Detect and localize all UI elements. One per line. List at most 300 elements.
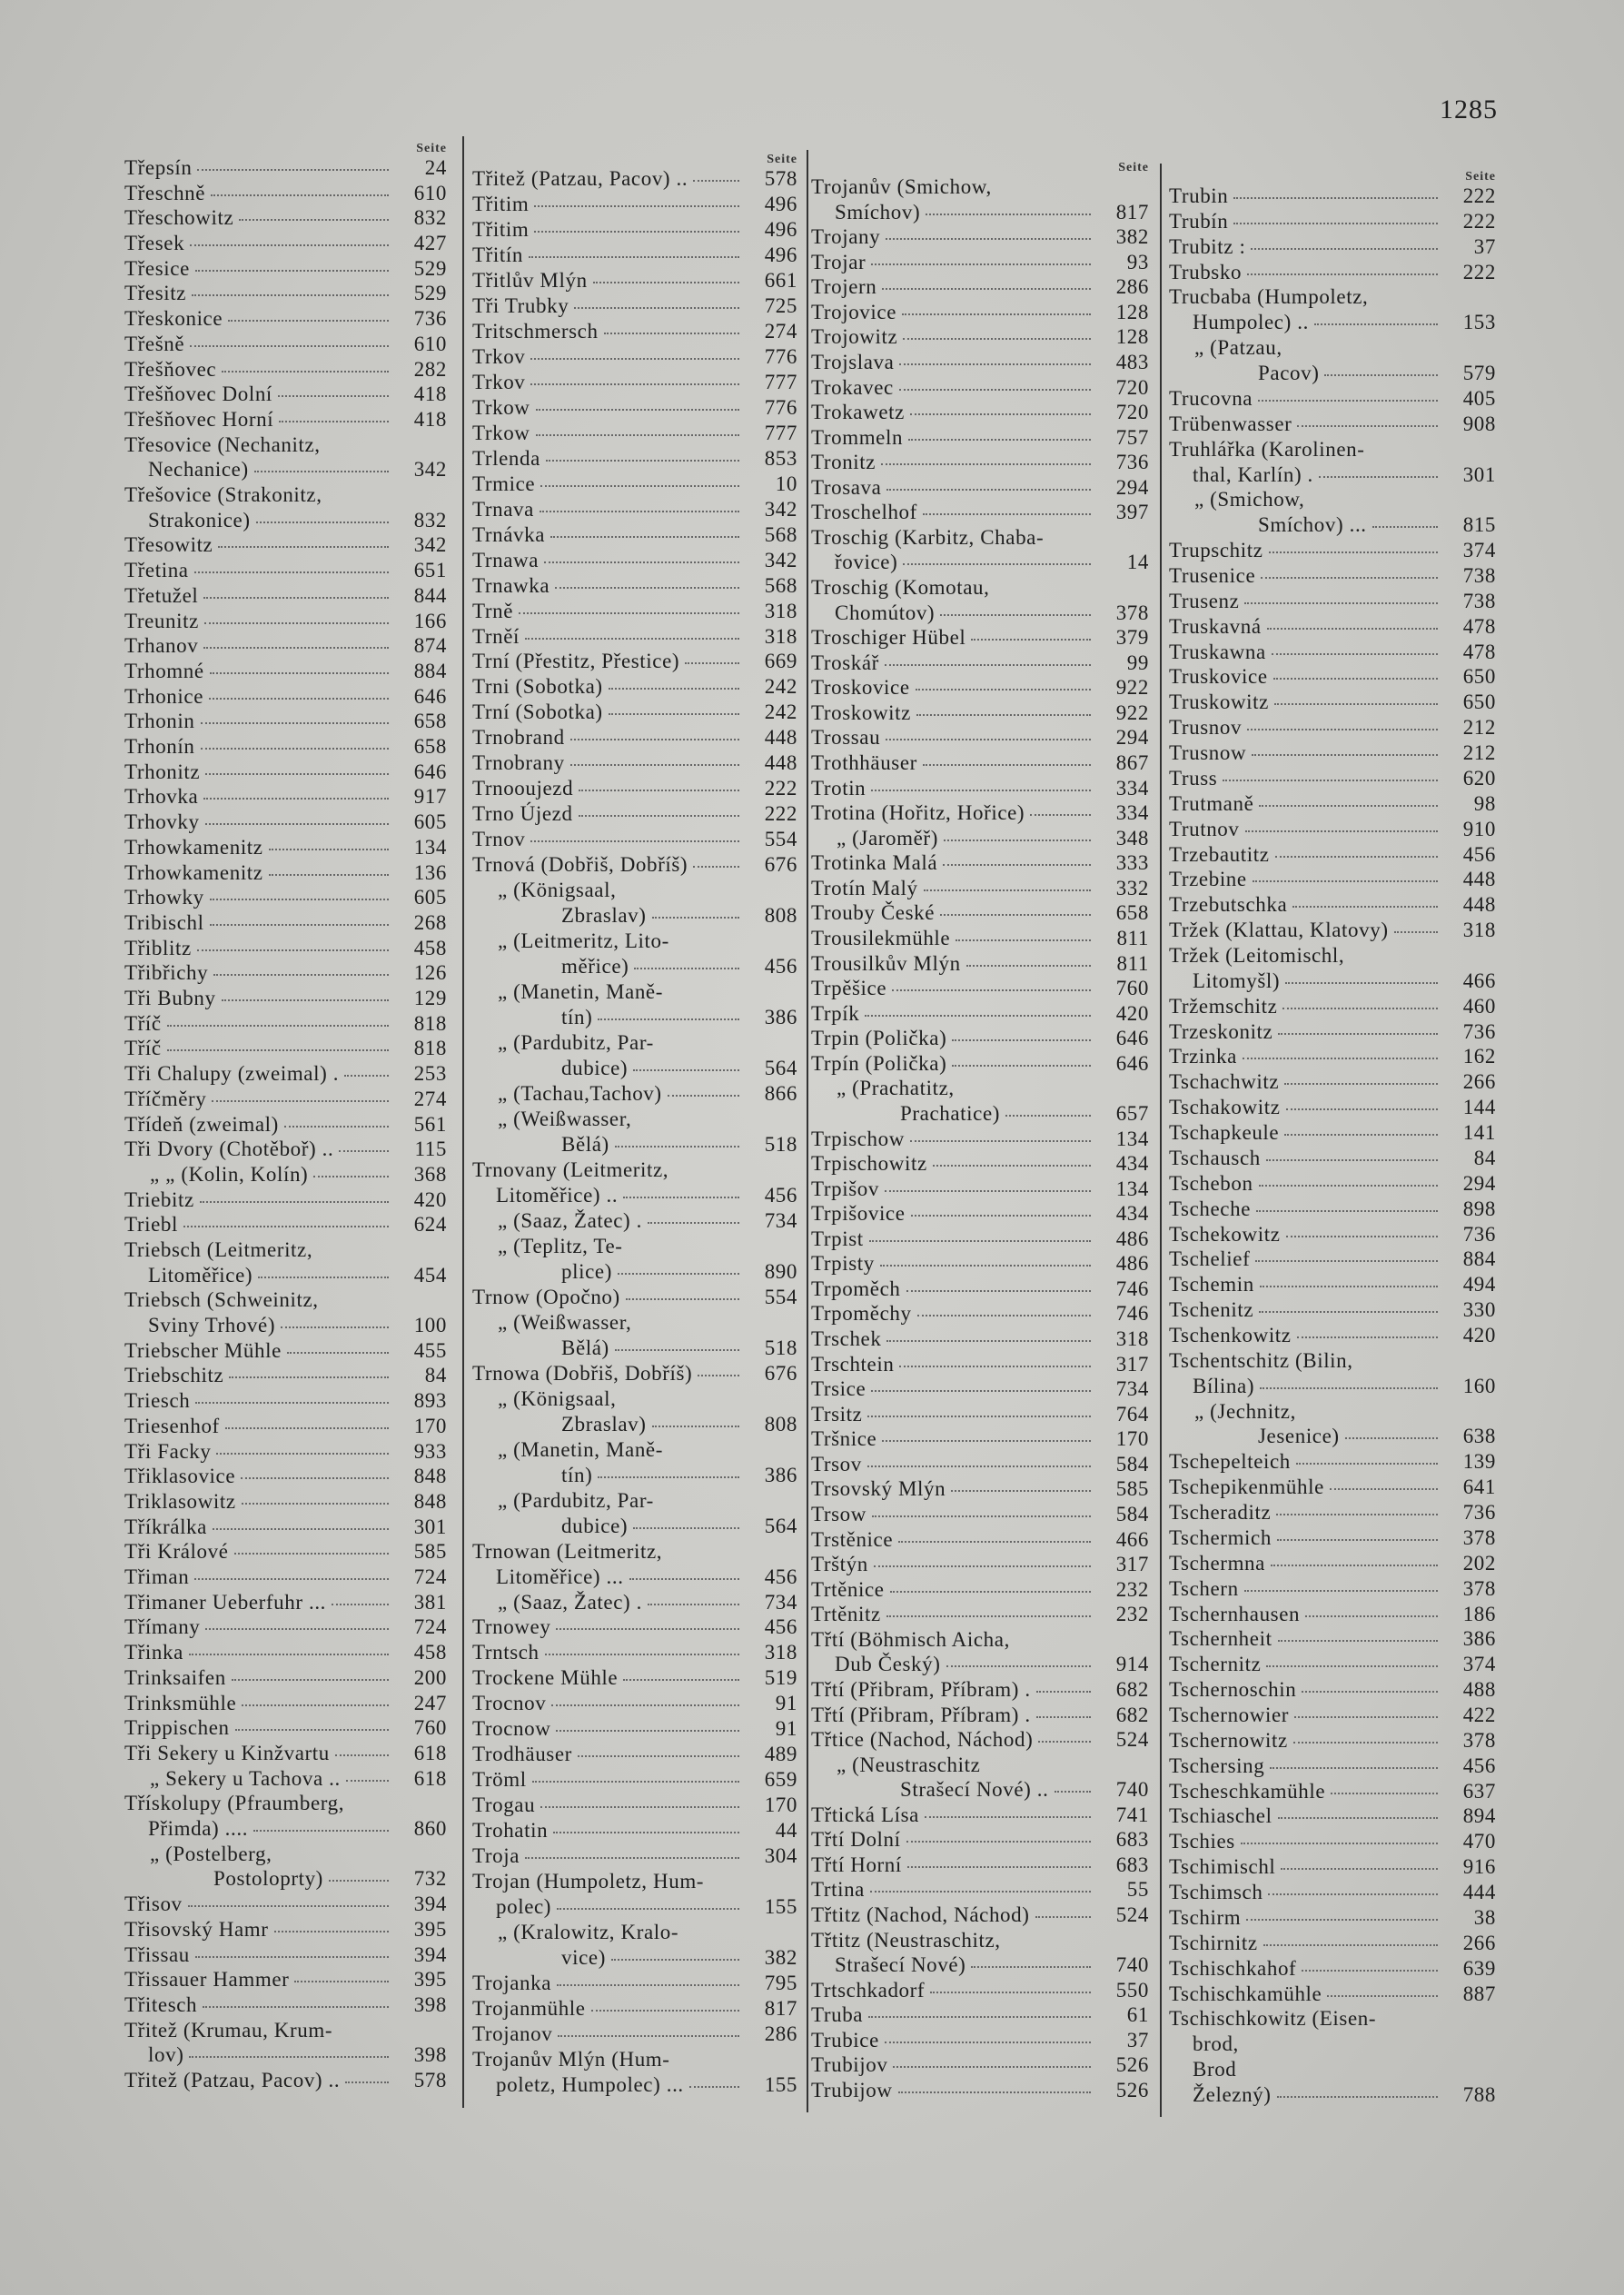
index-entry <box>124 533 447 557</box>
page-reference: 368 <box>413 1162 447 1186</box>
dot-leader <box>167 1049 389 1051</box>
index-entry <box>1169 285 1496 309</box>
index-entry <box>1169 210 1496 233</box>
index-entry <box>1169 1729 1496 1753</box>
dot-leader <box>558 2035 739 2037</box>
place-name: Trhowkamenitz <box>124 835 263 859</box>
index-entry <box>1169 843 1496 867</box>
dot-leader <box>519 612 739 614</box>
page-reference: 922 <box>1115 700 1149 724</box>
dot-leader <box>203 597 389 599</box>
place-name: Treunitz <box>124 609 199 632</box>
place-name: Tschernowier <box>1169 1704 1290 1726</box>
place-name: Tscheraditz <box>1169 1501 1272 1525</box>
place-name: Trubitz : <box>1169 234 1246 258</box>
dot-leader <box>188 1905 389 1907</box>
index-entry <box>472 726 797 750</box>
place-name: Trucovna <box>1169 386 1253 410</box>
index-entry-continuation <box>472 1515 797 1538</box>
place-name: Tříč <box>124 1011 162 1035</box>
dot-leader <box>623 1197 739 1198</box>
dot-leader <box>1035 1916 1091 1918</box>
place-name: Trschek <box>811 1327 882 1351</box>
place-name: Třitim <box>472 192 530 215</box>
place-name: Tschemin <box>1169 1273 1254 1297</box>
dot-leader <box>943 864 1091 866</box>
dot-leader <box>952 1039 1091 1041</box>
place-name: Tschirm <box>1169 1905 1242 1929</box>
place-name: Trotinka Malá <box>811 851 938 875</box>
page-reference: 134 <box>1115 1127 1149 1150</box>
page-reference: 760 <box>1115 977 1149 1000</box>
place-name: Litoměřice) <box>148 1263 253 1287</box>
index-entry <box>811 1603 1149 1626</box>
index-entry <box>811 751 1149 775</box>
dot-leader <box>205 1628 389 1630</box>
dot-leader <box>329 1880 389 1882</box>
dot-leader <box>1253 880 1438 882</box>
place-name: Třiman <box>124 1565 190 1589</box>
dot-leader <box>933 1165 1091 1167</box>
index-entry <box>1169 1577 1496 1601</box>
page-reference: 483 <box>1115 350 1149 373</box>
dot-leader <box>1302 1970 1438 1972</box>
place-name: Jesenice) <box>1258 1425 1340 1448</box>
index-entry <box>811 1803 1149 1827</box>
page-reference: 155 <box>764 2073 797 2096</box>
page-reference: 659 <box>764 1768 797 1792</box>
place-name: Třtice (Nachod, Náchod) <box>811 1728 1034 1752</box>
index-entry <box>472 523 797 547</box>
place-name: Trlenda <box>472 446 540 470</box>
index-entry-continuation <box>124 458 447 482</box>
place-name: plice) <box>561 1259 612 1283</box>
place-name: Tscheche <box>1169 1197 1252 1220</box>
place-name: Třešňovec <box>124 357 217 381</box>
page-reference: 466 <box>1115 1527 1149 1551</box>
place-name: Litoměřice) .. <box>496 1183 619 1207</box>
dot-leader <box>1036 1716 1091 1718</box>
place-name: „ (Pardubitz, Par- <box>498 1031 654 1055</box>
dot-leader <box>346 1780 389 1782</box>
page-reference: 866 <box>764 1082 797 1106</box>
page-reference: 395 <box>413 1968 447 1992</box>
place-name: „ (Saaz, Žatec) . <box>498 1208 642 1232</box>
index-entry-continuation <box>472 1464 797 1487</box>
dot-leader <box>951 1490 1091 1492</box>
place-name: Trtěnitz <box>811 1603 881 1626</box>
page-reference: 658 <box>413 710 447 733</box>
page-reference: 378 <box>1462 1576 1496 1600</box>
page-reference: 134 <box>413 835 447 859</box>
dot-leader <box>908 439 1091 441</box>
dot-leader <box>916 689 1091 690</box>
page-reference: 637 <box>1462 1779 1496 1803</box>
index-entry <box>472 1082 797 1106</box>
dot-leader <box>212 1100 389 1102</box>
index-entry <box>1169 665 1496 689</box>
index-entry <box>1169 944 1496 968</box>
index-entry <box>1169 716 1496 740</box>
index-entry <box>124 483 447 507</box>
place-name: Trojan (Humpoletz, Hum- <box>472 1870 705 1893</box>
place-name: Trkov <box>472 370 526 393</box>
page-reference: 166 <box>413 609 447 632</box>
place-name: Tři Sekery u Kinžvartu <box>124 1741 330 1764</box>
place-name: Trštýn <box>811 1553 868 1576</box>
seite-header: Seite <box>1465 170 1496 184</box>
dot-leader <box>924 889 1091 891</box>
index-entry <box>124 1490 447 1514</box>
index-entry <box>811 1027 1149 1050</box>
page-reference: 618 <box>413 1741 447 1764</box>
place-name: Třesice <box>124 256 190 280</box>
page-reference: 720 <box>1115 401 1149 424</box>
place-name: Trojslava <box>811 350 895 373</box>
index-entry <box>124 961 447 985</box>
place-name: Triebitz <box>124 1187 194 1211</box>
index-entry-continuation <box>1169 2058 1496 2081</box>
page-reference: 170 <box>764 1793 797 1817</box>
dot-leader <box>693 866 739 868</box>
place-name: Třitež (Patzau, Pacov) .. <box>124 2069 341 2091</box>
place-name: Nechanice) <box>148 458 249 482</box>
index-entry <box>124 1188 447 1212</box>
index-entry-continuation <box>472 955 797 979</box>
place-name: Trhanov <box>124 634 199 658</box>
index-entry <box>472 294 797 318</box>
dot-leader <box>870 1891 1091 1893</box>
dot-leader <box>940 614 1091 616</box>
place-name: Trpist <box>811 1227 864 1250</box>
page-reference: 811 <box>1116 926 1149 949</box>
index-entry <box>1169 412 1496 436</box>
dot-leader <box>1005 1115 1091 1117</box>
page-reference: 202 <box>1462 1551 1496 1575</box>
page-reference: 682 <box>1115 1677 1149 1701</box>
index-entry-continuation <box>1169 311 1496 334</box>
dot-leader <box>925 1816 1091 1818</box>
page-reference: 746 <box>1115 1302 1149 1326</box>
dot-leader <box>869 1240 1091 1242</box>
dot-leader <box>1268 1893 1438 1895</box>
index-entry <box>1169 1400 1496 1424</box>
index-entry <box>811 877 1149 900</box>
page-reference: 456 <box>764 1615 797 1639</box>
page-reference: 650 <box>1462 690 1496 714</box>
page-reference: 386 <box>764 1006 797 1029</box>
dot-leader <box>222 999 389 1001</box>
place-name: „ (Jaroměř) <box>837 826 938 849</box>
page-reference: 448 <box>764 751 797 775</box>
page-reference: 578 <box>764 167 797 190</box>
place-name: Bělá) <box>561 1336 609 1359</box>
dot-leader <box>192 294 389 296</box>
index-entry <box>124 660 447 683</box>
index-entry <box>811 576 1149 600</box>
place-name: „ (Saaz, Žatec) . <box>498 1590 642 1614</box>
page-reference: 568 <box>764 573 797 597</box>
page-reference: 738 <box>1462 564 1496 587</box>
index-entry <box>472 1387 797 1411</box>
dot-leader <box>332 1604 389 1605</box>
dot-leader <box>1055 1791 1092 1793</box>
index-entry <box>472 802 797 826</box>
index-entry-continuation <box>811 1953 1149 1977</box>
index-entry <box>1169 1780 1496 1803</box>
page-reference: 720 <box>1115 375 1149 399</box>
place-name: Trstěnice <box>811 1527 894 1551</box>
place-name: tín) <box>561 1463 593 1486</box>
place-name: Trojanov <box>472 2022 553 2046</box>
place-name: Trubín <box>1169 209 1229 233</box>
place-name: Postoloprty) <box>213 1867 323 1891</box>
index-entry <box>124 1465 447 1488</box>
place-name: Trosava <box>811 475 882 499</box>
index-entry <box>811 1704 1149 1727</box>
index-entry <box>811 476 1149 500</box>
index-entry <box>811 376 1149 400</box>
index-entry <box>1169 818 1496 841</box>
place-name: Trotina (Hořitz, Hořice) <box>811 801 1025 825</box>
dot-leader <box>1030 814 1091 816</box>
place-name: Tschausch <box>1169 1146 1261 1169</box>
dot-leader <box>886 489 1091 491</box>
place-name: Tschernheit <box>1169 1627 1272 1651</box>
page-reference: 394 <box>413 1942 447 1966</box>
index-entry <box>811 1327 1149 1351</box>
page-reference: 342 <box>764 548 797 571</box>
page-reference: 420 <box>413 1187 447 1211</box>
dot-leader <box>923 764 1091 766</box>
page-reference: 610 <box>413 332 447 355</box>
dot-leader <box>256 522 389 523</box>
index-entry <box>1169 1653 1496 1676</box>
index-entry <box>811 1828 1149 1852</box>
page-reference: 808 <box>764 1412 797 1436</box>
place-name: lov) <box>148 2043 184 2067</box>
index-entry <box>472 218 797 242</box>
place-name: Trommeln <box>811 425 904 449</box>
index-entry <box>811 827 1149 850</box>
page-reference: 294 <box>1115 726 1149 750</box>
page-reference: 860 <box>413 1817 447 1841</box>
index-entry <box>811 1628 1149 1652</box>
place-name: Troskowitz <box>811 700 911 724</box>
dot-leader <box>940 914 1091 916</box>
index-entry <box>472 828 797 851</box>
index-entry <box>1169 641 1496 664</box>
dot-leader <box>634 968 739 969</box>
index-entry <box>1169 488 1496 512</box>
index-entry <box>472 167 797 191</box>
index-entry <box>472 1209 797 1233</box>
dot-leader <box>1245 830 1439 832</box>
page-number: 1285 <box>1440 94 1498 124</box>
page-reference: 815 <box>1462 513 1496 537</box>
index-entry <box>811 426 1149 450</box>
page-reference: 266 <box>1462 1070 1496 1094</box>
index-entry <box>124 937 447 960</box>
place-name: Trnooujezd <box>472 777 574 800</box>
index-entry-continuation <box>472 1006 797 1029</box>
page-reference: 740 <box>1115 1953 1149 1977</box>
page-reference: 893 <box>413 1389 447 1413</box>
index-entry <box>1169 1045 1496 1068</box>
page-reference: 91 <box>775 1717 797 1741</box>
dot-leader <box>570 739 739 740</box>
dot-leader <box>1278 1640 1438 1642</box>
page-reference: 624 <box>413 1213 447 1237</box>
dot-leader <box>867 1465 1091 1467</box>
dot-leader <box>1331 1793 1438 1794</box>
place-name: tín) <box>561 1006 593 1029</box>
page-reference: 222 <box>1462 260 1496 283</box>
dot-leader <box>540 485 739 487</box>
place-name: Trubin <box>1169 184 1229 207</box>
dot-leader <box>218 546 389 548</box>
dot-leader <box>167 1025 389 1027</box>
index-entry <box>811 927 1149 950</box>
index-entry <box>472 1844 797 1868</box>
index-entry <box>124 1893 447 1916</box>
dot-leader <box>880 1265 1091 1267</box>
place-name: „ (Manetin, Maně- <box>498 980 663 1004</box>
place-name: Tschenitz <box>1169 1298 1254 1322</box>
place-name: Trhowkamenitz <box>124 860 263 884</box>
place-name: Trsov <box>811 1452 862 1475</box>
page-reference: 294 <box>1462 1171 1496 1195</box>
index-entry <box>811 1477 1149 1501</box>
dot-leader <box>241 1477 389 1479</box>
dot-leader <box>899 1366 1091 1367</box>
place-name: Troja <box>472 1844 520 1868</box>
index-entry-continuation <box>1169 513 1496 537</box>
dot-leader <box>557 1984 739 1986</box>
place-name: Trpěšice <box>811 977 887 1000</box>
dot-leader <box>1372 526 1438 528</box>
page-reference: 734 <box>1115 1377 1149 1401</box>
index-entry <box>124 2019 447 2042</box>
page-reference: 37 <box>1473 234 1496 258</box>
index-entry <box>811 2053 1149 2077</box>
index-entry <box>811 1453 1149 1476</box>
index-entry <box>811 1979 1149 2002</box>
place-name: Tschimsch <box>1169 1881 1263 1904</box>
index-entry <box>811 1152 1149 1176</box>
page-reference: 818 <box>413 1011 447 1035</box>
dot-leader <box>551 1704 739 1706</box>
page-reference: 518 <box>764 1336 797 1359</box>
page-reference: 933 <box>413 1439 447 1463</box>
place-name: Humpolec) .. <box>1193 311 1309 334</box>
page-reference: 486 <box>1115 1252 1149 1276</box>
index-entry <box>1169 1704 1496 1727</box>
place-name: Trnava <box>472 497 534 521</box>
place-name: Trní (Přestitz, Přestice) <box>472 650 680 673</box>
page-reference: 894 <box>1462 1804 1496 1828</box>
dot-leader <box>885 1190 1091 1192</box>
place-name: Trokawetz <box>811 401 905 424</box>
place-name: Truskowitz <box>1169 690 1269 714</box>
index-entry <box>472 1591 797 1614</box>
index-entry <box>1169 1197 1496 1221</box>
index-entry <box>811 1903 1149 1927</box>
dot-leader <box>910 1140 1091 1142</box>
place-name: Trpišov <box>811 1177 879 1200</box>
index-entry <box>472 1921 797 1944</box>
place-name: Tři Dvory (Chotěboř) .. <box>124 1138 334 1161</box>
place-name: Tschischkowitz (Eisen- <box>1169 2007 1377 2031</box>
page-reference: 646 <box>1115 1051 1149 1075</box>
page-reference: 456 <box>764 1183 797 1207</box>
index-entry <box>811 1427 1149 1451</box>
page-reference: 136 <box>413 860 447 884</box>
dot-leader <box>1281 1868 1438 1870</box>
place-name: Trmice <box>472 472 536 495</box>
index-entry <box>124 1565 447 1589</box>
dot-leader <box>886 739 1091 740</box>
place-name: Třepsín <box>124 156 193 179</box>
index-entry <box>472 777 797 800</box>
page-reference: 777 <box>764 421 797 444</box>
page-reference: 398 <box>413 2043 447 2067</box>
place-name: Trutnov <box>1169 817 1240 840</box>
dot-leader <box>546 460 739 462</box>
dot-leader <box>898 2091 1091 2093</box>
index-entry <box>472 371 797 394</box>
index-entry <box>472 2022 797 2046</box>
place-name: Třiblitz <box>124 936 192 959</box>
place-name: Litoměřice) ... <box>496 1565 624 1588</box>
place-name: Trhonín <box>124 735 195 759</box>
index-entry-continuation <box>472 1133 797 1157</box>
place-name: Trnow (Opočno) <box>472 1285 620 1308</box>
index-entry <box>811 401 1149 424</box>
index-entry <box>1169 387 1496 411</box>
dot-leader <box>1244 602 1438 604</box>
index-entry <box>124 810 447 834</box>
place-name: „ (Weißwasser, <box>498 1108 632 1130</box>
page-reference: 162 <box>1462 1045 1496 1068</box>
place-name: Třisovský Hamr <box>124 1917 269 1941</box>
place-name: Trpin (Polička) <box>811 1027 947 1050</box>
dot-leader <box>183 1226 389 1227</box>
place-name: Třibřichy <box>124 961 209 985</box>
index-entry <box>1169 919 1496 942</box>
place-name: Třinka <box>124 1641 183 1664</box>
index-entry <box>472 1666 797 1690</box>
dot-leader <box>1278 1033 1438 1035</box>
index-entry <box>811 801 1149 825</box>
dot-leader <box>203 647 389 649</box>
index-entry <box>811 1077 1149 1100</box>
page-reference: 724 <box>413 1615 447 1639</box>
page-reference: 381 <box>413 1590 447 1614</box>
place-name: Trubsko <box>1169 260 1243 283</box>
page-reference: 736 <box>413 307 447 331</box>
dot-leader <box>1345 1437 1438 1439</box>
index-entry <box>1169 1627 1496 1651</box>
place-name: Trschtein <box>811 1352 895 1376</box>
dot-leader <box>540 1806 739 1808</box>
page-reference: 212 <box>1462 741 1496 765</box>
dot-leader <box>882 288 1091 290</box>
page-reference: 524 <box>1115 1728 1149 1752</box>
place-name: Třesovice (Nechanitz, <box>124 432 321 456</box>
index-entry <box>472 193 797 216</box>
dot-leader <box>1293 1742 1438 1744</box>
